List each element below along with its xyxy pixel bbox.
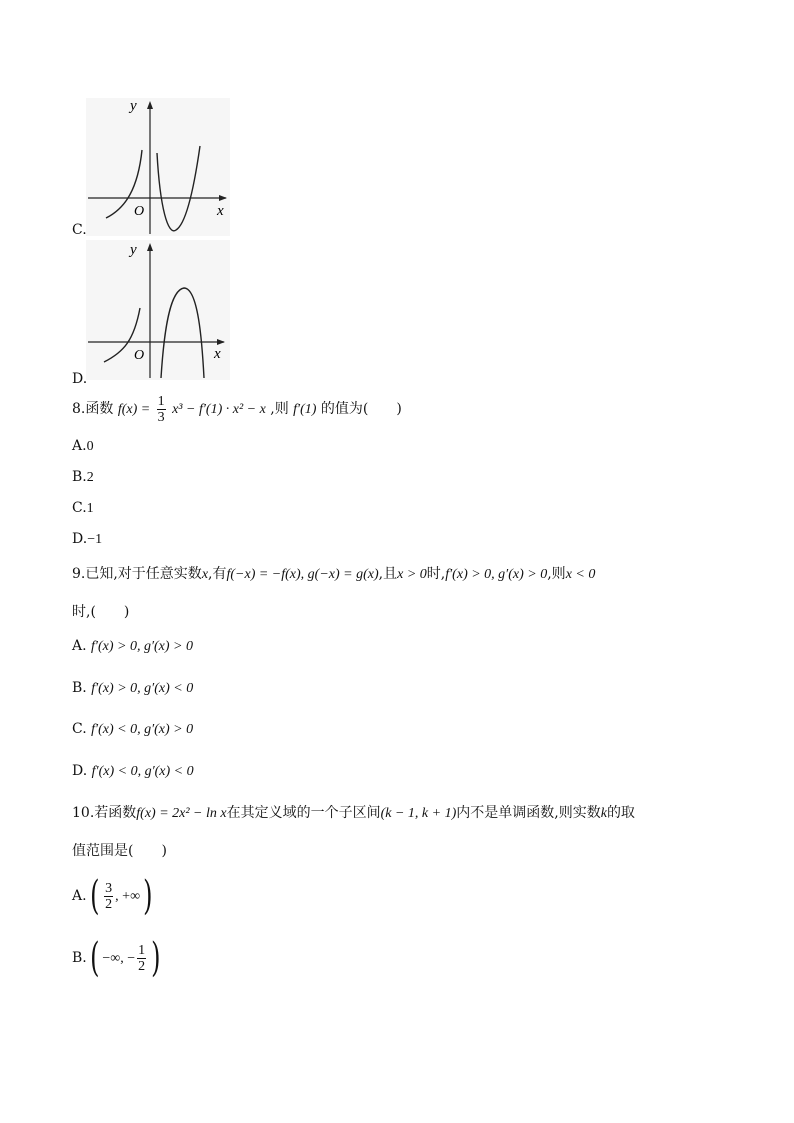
q8-func-rhs: x³ − f′(1) · x² − x <box>172 402 266 417</box>
question-8 <box>72 390 402 429</box>
option-c-graph-svg <box>86 98 230 236</box>
origin-label: O <box>134 204 145 219</box>
y-axis-arrow <box>147 243 153 251</box>
q8-target: f′(1) <box>293 402 317 417</box>
x-axis-arrow <box>217 339 225 345</box>
option-d-label: D. <box>72 371 88 387</box>
option-d-graph <box>86 240 230 380</box>
x-axis-arrow <box>219 195 227 201</box>
question-10-line-2: 值范围是( ) <box>72 843 167 859</box>
q10-option-b: B.( −∞, − $\frac{1}{2}$ ) <box>72 935 161 981</box>
q10-interval: (k − 1, k + 1) <box>380 806 457 821</box>
q9-option-a: A. f′(x) > 0, g′(x) > 0 <box>72 638 194 654</box>
y-label: y <box>130 242 137 258</box>
q10-func: f(x) = 2x² − ln x <box>136 806 227 821</box>
q8-option-a: A.0 <box>72 438 94 454</box>
y-label: y <box>130 98 137 114</box>
q9-var-x: x <box>201 567 209 582</box>
q9-cond-odd-even: f(−x) = −f(x), g(−x) = g(x) <box>226 567 379 582</box>
q10-var-k: k <box>600 806 607 821</box>
q10-option-a: A.( $\frac{3}{2}$ , +∞) <box>72 873 153 919</box>
option-c-label: C. <box>72 222 87 238</box>
option-c-graph <box>86 98 230 236</box>
q8-option-c: C.1 <box>72 500 94 516</box>
q9-option-b: B. f′(x) > 0, g′(x) < 0 <box>72 680 194 696</box>
option-d-graph-svg <box>86 240 230 380</box>
q9-cond-derivatives: f′(x) > 0, g′(x) > 0 <box>445 567 548 582</box>
curve-right-branch <box>161 288 204 378</box>
question-10-line-1: 10.若函数f(x) = 2x² − ln x在其定义域的一个子区间(k − 1, k + 1)内不是单调函数,则实数k的取 <box>72 805 635 821</box>
q9-option-d: D. f′(x) < 0, g′(x) < 0 <box>72 763 194 779</box>
q8-prefix: 8.函数 <box>72 401 114 417</box>
q8-func-lhs: f(x) = <box>117 402 151 417</box>
q8-tail: 的值为( ) <box>320 401 402 417</box>
q8-frac-num: 1 <box>157 393 165 409</box>
q9-option-c: C. f′(x) < 0, g′(x) > 0 <box>72 721 194 737</box>
q9-cond-positive: x > 0 <box>397 567 427 582</box>
x-label: x <box>214 346 221 362</box>
q8-option-d: D.−1 <box>72 531 103 547</box>
q8-frac-den: 3 <box>157 409 165 425</box>
origin-label: O <box>134 348 145 363</box>
x-label: x <box>217 203 224 219</box>
question-9-line-2: 时,( ) <box>72 604 130 620</box>
curve-right-branch <box>157 146 200 231</box>
q9-cond-negative: x < 0 <box>565 567 596 582</box>
q8-fraction <box>157 394 166 425</box>
question-9-line-1: 9.已知,对于任意实数x,有f(−x) = −f(x), g(−x) = g(x),且x > 0时,f′(x) > 0, g′(x) > 0,则x < 0 <box>72 566 596 582</box>
q8-suffix: ,则 <box>270 401 289 417</box>
q8-option-b: B.2 <box>72 469 94 485</box>
y-axis-arrow <box>147 101 153 109</box>
